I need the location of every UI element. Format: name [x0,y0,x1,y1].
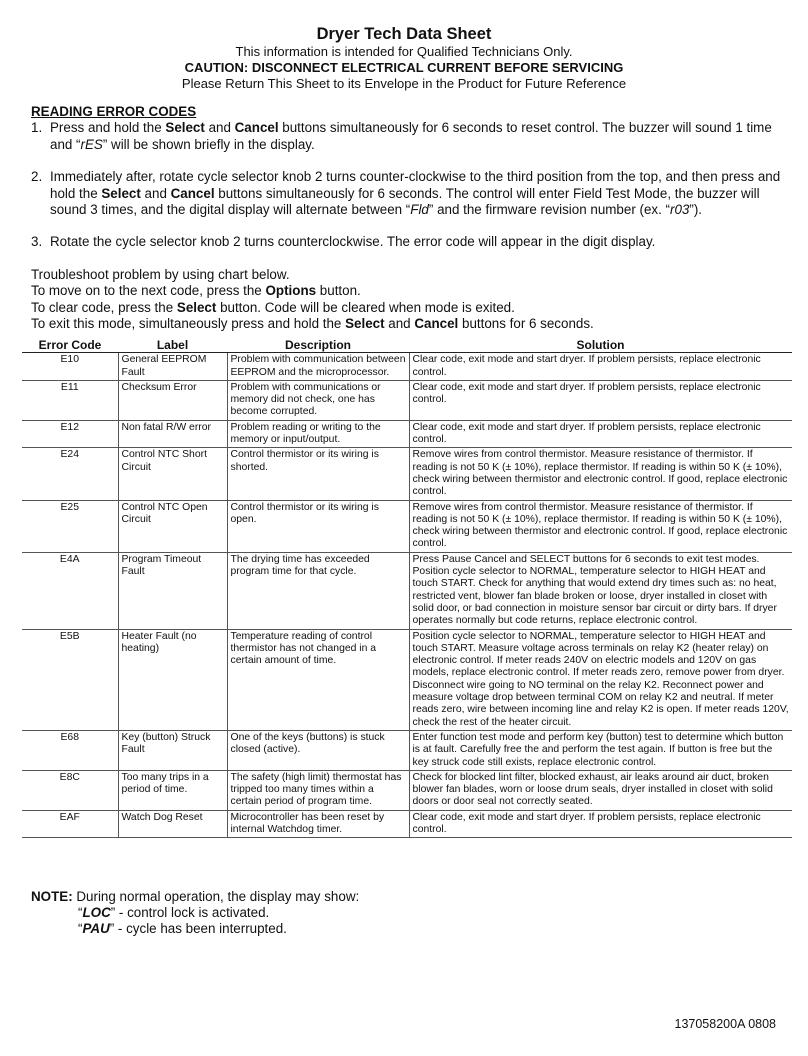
table-row [22,552,792,629]
step-3 [31,234,786,250]
solution-cell: Remove wires from control thermistor. Measure resistance of thermistor. If reading is not 50 K (± 10%), replace thermistor. If reading is within 50 K (± 10%), check wiring between thermistor and electronic control. If good, replace electronic control. [409,500,792,552]
note-item-loc: “LOC” - control lock is activated. [78,905,270,920]
description-cell: The drying time has exceeded program time for that cycle. [227,552,409,629]
description-cell: Microcontroller has been reset by internal Watchdog timer. [227,810,409,838]
error-code-cell: E25 [22,500,118,552]
description-cell: The safety (high limit) thermostat has tripped too many times within a certain period of program time. [227,770,409,810]
description-cell: Control thermistor or its wiring is shorted. [227,448,409,500]
label-cell: Too many trips in a period of time. [118,770,227,810]
solution-cell: Remove wires from control thermistor. Measure resistance of thermistor. If reading is not 50 K (± 10%), replace thermistor. If reading is within 50 K (± 10%), check wiring between thermistor and electronic control. If good, replace electronic control. [409,448,792,500]
step-2 [31,169,786,218]
error-code-cell: E5B [22,629,118,730]
document-number: 137058200A 0808 [674,1017,776,1031]
col-header-solution: Solution [409,338,792,353]
table-row [22,770,792,810]
solution-cell: Press Pause Cancel and SELECT buttons for 6 seconds to exit test modes. Position cycle selector to NORMAL, temperature selector to HIGH HEAT and touch START. Check for anything that would extend dry times such as: no heat, restricted vent, blower fan blade broken or loose, dryer installed in closet with solid door, or bad connection in moisture sensor bar circuit or dirty bars. If dryer operates normally but code returns, replace electronic control. [409,552,792,629]
exit-mode-line: To exit this mode, simultaneously press and hold the Select and Cancel buttons for 6 seconds. [31,316,594,332]
table-row [22,730,792,770]
error-code-cell: E68 [22,730,118,770]
solution-cell: Position cycle selector to NORMAL, temperature selector to HIGH HEAT and touch START. Measure voltage across terminals on relay K2 (heater relay) on electronic control. If meter reads 240V on electric models and 120V on gas models, replace electronic control. If meter reads zero, remove power from dryer. Disconnect wire going to NO terminal on the relay K2. Reconnect power and measure voltage drop between terminal COM on relay K2 and neutral. If meter reads zero, wire between incoming line and relay K2 is open. If meter reads 120V, check the rest of the heater circuit. [409,629,792,730]
display-code: LOC [82,905,111,920]
label-cell: Non fatal R/W error [118,420,227,448]
table-row [22,810,792,838]
step-number: 2. [31,169,43,185]
error-code-cell: E4A [22,552,118,629]
error-code-cell: E8C [22,770,118,810]
note-intro: NOTE: During normal operation, the display may show: [31,889,360,904]
error-code-cell: E11 [22,380,118,420]
table-row [22,420,792,448]
note-section [31,889,359,937]
troubleshoot-line: Troubleshoot problem by using chart below. [31,266,290,282]
note-item-pau: “PAU” - cycle has been interrupted. [78,921,287,936]
table-header-row [22,338,792,353]
section-title: READING ERROR CODES [31,104,197,119]
page-title: Dryer Tech Data Sheet [316,25,492,43]
error-code-cell: E24 [22,448,118,500]
step-text: Rotate the cycle selector knob 2 turns counterclockwise. The error code will appear in the digit display. [50,234,656,250]
label-cell: Control NTC Open Circuit [118,500,227,552]
description-cell: Temperature reading of control thermistor has not changed in a certain amount of time. [227,629,409,730]
solution-cell: Enter function test mode and perform key (button) test to determine which button is at fault. Carefully free the and perform the test again. If button is free but the key struck code still exists, replace electronic control. [409,730,792,770]
label-cell: Program Timeout Fault [118,552,227,629]
clear-code-line: To clear code, press the Select button. Code will be cleared when mode is exited. [31,299,515,315]
col-header-description: Description [227,338,409,353]
reading-error-codes-section [31,104,786,332]
solution-cell: Clear code, exit mode and start dryer. If problem persists, replace electronic control. [409,420,792,448]
table-row [22,353,792,381]
table-row [22,629,792,730]
table-row [22,500,792,552]
solution-cell: Check for blocked lint filter, blocked exhaust, air leaks around air duct, broken blower fan blades, worn or loose drum seals, dryer installed in closet with solid doors or door seal not correctly seated. [409,770,792,810]
description-cell: Problem with communication between EEPROM and the microprocessor. [227,353,409,381]
solution-cell: Clear code, exit mode and start dryer. If problem persists, replace electronic control. [409,380,792,420]
label-cell: Checksum Error [118,380,227,420]
description-cell: Problem with communications or memory did not check, one has become corrupted. [227,380,409,420]
next-code-line: To move on to the next code, press the Options button. [31,283,361,299]
header [0,24,808,92]
error-code-table [22,338,792,838]
col-header-error-code: Error Code [22,338,118,353]
table-row [22,380,792,420]
description-cell: Control thermistor or its wiring is open. [227,500,409,552]
col-header-label: Label [118,338,227,353]
step-number: 1. [31,120,43,136]
label-cell: General EEPROM Fault [118,353,227,381]
solution-cell: Clear code, exit mode and start dryer. If problem persists, replace electronic control. [409,353,792,381]
description-cell: Problem reading or writing to the memory or input/output. [227,420,409,448]
step-1 [31,120,786,153]
return-sheet-notice: Please Return This Sheet to its Envelope in the Product for Future Reference [181,76,627,91]
step-text: Press and hold the Select and Cancel buttons simultaneously for 6 seconds to reset control. The buzzer will sound 1 time and “rES” will be shown briefly in the display. [50,120,772,152]
display-code: PAU [82,921,110,936]
table-row [22,448,792,500]
description-cell: One of the keys (buttons) is stuck closed (active). [227,730,409,770]
error-code-cell: E12 [22,420,118,448]
label-cell: Key (button) Struck Fault [118,730,227,770]
label-cell: Heater Fault (no heating) [118,629,227,730]
qualified-tech-notice: This information is intended for Qualified Technicians Only. [235,44,573,59]
step-text: Immediately after, rotate cycle selector knob 2 turns counter-clockwise to the third position from the top, and then press and hold the Select and Cancel buttons simultaneously for 6 seconds. The control will enter Field Test Mode, the buzzer will sound 3 times, and the digital display will alternate between “Fld” and the firmware revision number (ex. “r03”). [50,169,781,218]
label-cell: Watch Dog Reset [118,810,227,838]
label-cell: Control NTC Short Circuit [118,448,227,500]
solution-cell: Clear code, exit mode and start dryer. If problem persists, replace electronic control. [409,810,792,838]
note-label: NOTE: [31,889,73,904]
step-number: 3. [31,234,43,250]
error-code-cell: E10 [22,353,118,381]
error-code-cell: EAF [22,810,118,838]
caution-notice: CAUTION: DISCONNECT ELECTRICAL CURRENT BEFORE SERVICING [184,60,624,75]
